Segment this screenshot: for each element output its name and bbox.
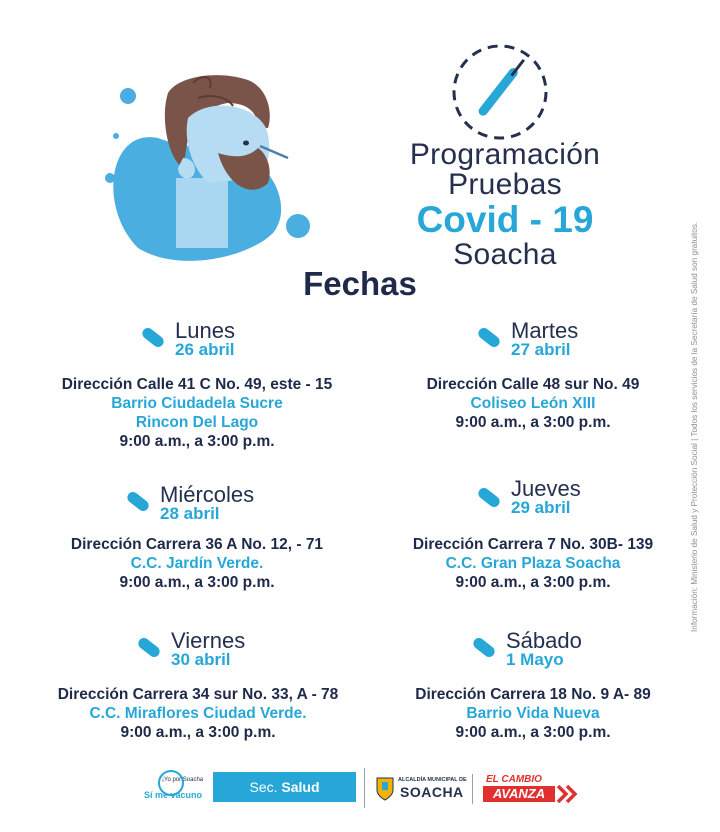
day-header xyxy=(473,320,593,360)
day-name: Martes xyxy=(511,318,579,343)
pill-bullet-icon xyxy=(476,326,502,349)
day-date: 29 abril xyxy=(511,498,571,517)
crest-icon xyxy=(374,774,396,802)
day-date: 28 abril xyxy=(160,504,220,523)
hours: 9:00 a.m., a 3:00 p.m. xyxy=(119,433,275,450)
secretaria-salud-bar xyxy=(213,772,356,802)
cambio-box: AVANZA xyxy=(483,786,555,802)
schedule-card-jueves xyxy=(388,478,678,592)
hours: 9:00 a.m., a 3:00 p.m. xyxy=(119,574,275,591)
place-line-1: Coliseo León XIII xyxy=(470,395,596,412)
title-covid: Covid - 19 xyxy=(416,199,594,240)
pill-bullet-icon xyxy=(136,636,162,659)
place-line-1: Barrio Vida Nueva xyxy=(466,705,600,722)
address: Dirección Carrera 34 sur No. 33, A - 78 xyxy=(57,686,339,703)
day-date: 1 Mayo xyxy=(506,650,564,669)
day-name: Jueves xyxy=(511,476,581,501)
footer xyxy=(0,760,720,820)
address: Dirección Carrera 7 No. 30B- 139 xyxy=(412,536,654,553)
schedule-card-martes xyxy=(388,320,678,432)
sec-prefix: Sec. xyxy=(249,779,278,795)
patient-swab-illustration xyxy=(98,58,328,268)
schedule-card-lunes xyxy=(32,320,362,451)
day-name: Sábado xyxy=(506,628,582,653)
day-date: 27 abril xyxy=(511,340,571,359)
schedule-card-miercoles xyxy=(32,484,362,592)
place-line-1: C.C. Jardín Verde. xyxy=(130,555,264,572)
testing-swab-icon xyxy=(448,40,552,144)
day-name: Miércoles xyxy=(160,482,255,507)
pill-bullet-icon xyxy=(140,326,166,349)
day-name: Viernes xyxy=(171,628,246,653)
cambio-top: EL CAMBIO xyxy=(486,774,542,785)
day-name: Lunes xyxy=(175,318,235,343)
alcaldia-big: SOACHA xyxy=(400,784,464,800)
place-line-2: Rincon Del Lago xyxy=(135,414,259,431)
pill-bullet-icon xyxy=(471,636,497,659)
day-date: 26 abril xyxy=(175,340,235,359)
title-line-1: Programación xyxy=(409,138,601,171)
day-header xyxy=(122,484,272,524)
divider xyxy=(364,768,365,808)
schedule-card-viernes xyxy=(28,630,368,742)
day-header xyxy=(468,630,598,670)
sec-strong: Salud xyxy=(281,779,320,795)
alcaldia-small: ALCALDÍA MUNICIPAL DE xyxy=(398,777,467,783)
day-date: 30 abril xyxy=(171,650,231,669)
day-header xyxy=(137,320,257,360)
title-line-2: Pruebas xyxy=(448,168,562,201)
hours: 9:00 a.m., a 3:00 p.m. xyxy=(455,574,611,591)
pill-bullet-icon xyxy=(125,490,151,513)
flyer-title xyxy=(380,140,630,270)
address: Dirección Calle 48 sur No. 49 xyxy=(426,376,640,393)
day-header xyxy=(473,478,593,518)
vacuno-line-1: ¡Yo por Soacha xyxy=(162,777,204,783)
vacuno-line-2: Sí me vacuno xyxy=(144,790,203,800)
schedule-card-sabado xyxy=(388,630,678,742)
address: Dirección Carrera 18 No. 9 A- 89 xyxy=(415,686,651,703)
section-heading: Fechas xyxy=(303,265,417,302)
hours: 9:00 a.m., a 3:00 p.m. xyxy=(120,724,276,741)
arrows-icon xyxy=(556,784,578,804)
place-line-1: Barrio Ciudadela Sucre xyxy=(111,395,283,412)
side-note: Información: Ministerio de Salud y Protección Social | Todos los servicios de la Secretaría de Salud son gratuitos. xyxy=(690,221,699,632)
address: Dirección Calle 41 C No. 49, este - 15 xyxy=(61,376,333,393)
vaccine-campaign-logo xyxy=(140,770,210,806)
hours: 9:00 a.m., a 3:00 p.m. xyxy=(455,724,611,741)
divider xyxy=(472,774,473,804)
pill-bullet-icon xyxy=(476,486,502,509)
title-line-4: Soacha xyxy=(453,238,557,271)
place-line-1: C.C. Gran Plaza Soacha xyxy=(445,555,621,572)
address: Dirección Carrera 36 A No. 12, - 71 xyxy=(70,536,324,553)
place-line-1: C.C. Miraflores Ciudad Verde. xyxy=(89,705,307,722)
hours: 9:00 a.m., a 3:00 p.m. xyxy=(455,414,611,431)
day-header xyxy=(133,630,263,670)
